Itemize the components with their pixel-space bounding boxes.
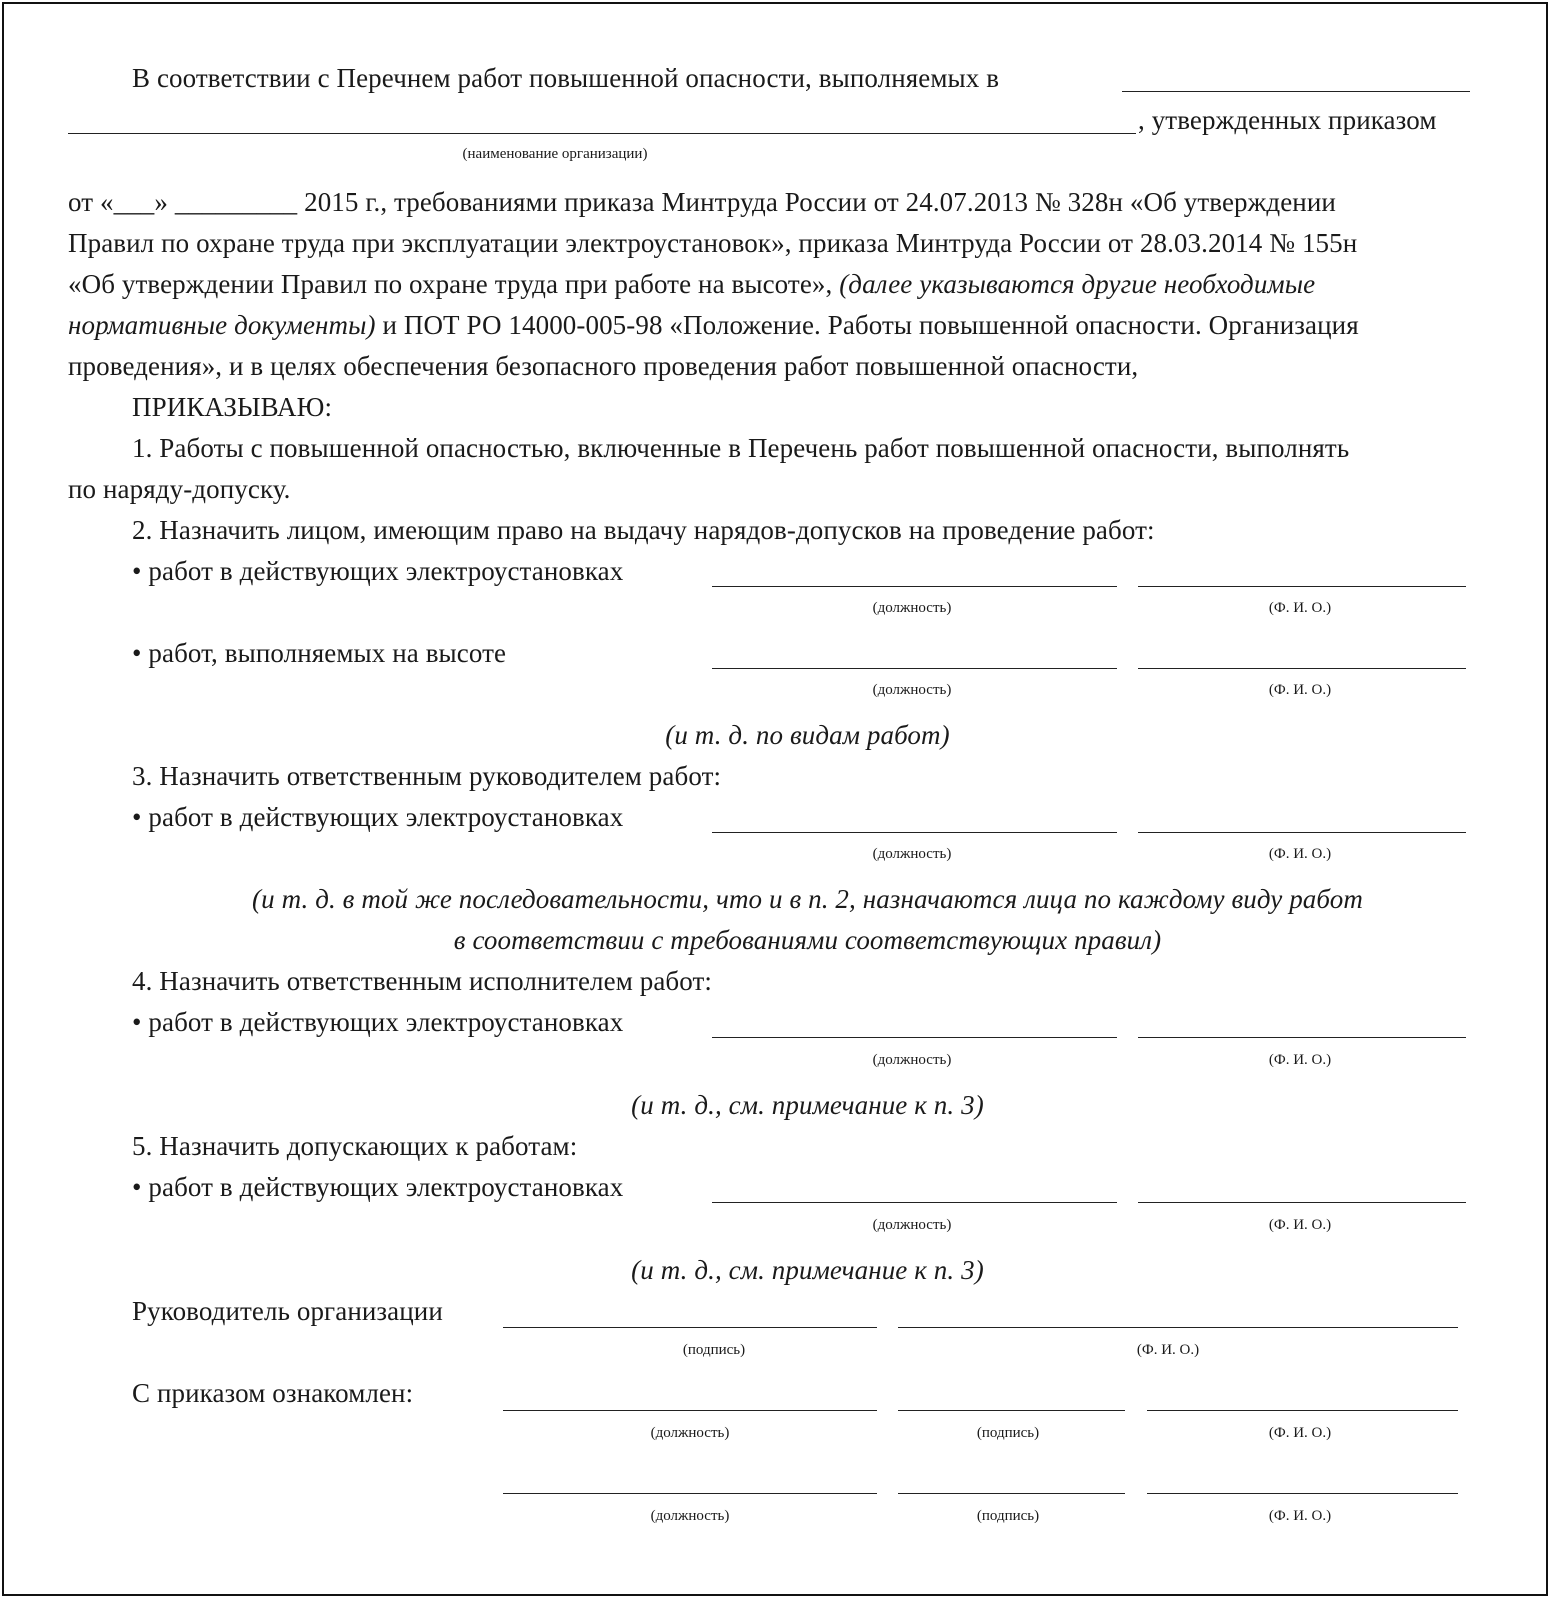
intro-paragraph-line-4-italic: нормативные документы)	[68, 310, 376, 340]
item-5-note: (и т. д., см. примечание к п. 3)	[631, 1255, 984, 1285]
item-3-title: 3. Назначить ответственным руководителем работ:	[132, 761, 722, 791]
item-2-bullet-height: • работ, выполняемых на высоте	[132, 638, 507, 668]
acquainted-2-signature-caption: (подпись)	[976, 1508, 1040, 1524]
item-5-bullet-electrical: • работ в действующих электроустановках	[132, 1172, 624, 1202]
item-5-position-caption: (должность)	[872, 1217, 952, 1233]
intro-paragraph-line-3	[68, 271, 1315, 298]
item-4-title: 4. Назначить ответственным исполнителем работ:	[132, 966, 713, 996]
acquainted-1-fio-field[interactable]	[1147, 1410, 1458, 1411]
item-3-position-field[interactable]	[712, 832, 1117, 833]
head-label: Руководитель организации	[132, 1296, 443, 1326]
order-word: ПРИКАЗЫВАЮ:	[132, 392, 333, 422]
item-4-bullet-electrical: • работ в действующих электроустановках	[132, 1007, 624, 1037]
organization-blank-1[interactable]	[1122, 91, 1470, 92]
head-signature-caption: (подпись)	[682, 1342, 746, 1358]
item-2-electrical-position-caption: (должность)	[872, 600, 952, 616]
item-5-title: 5. Назначить допускающих к работам:	[132, 1131, 578, 1161]
item-4-fio-caption: (Ф. И. О.)	[1268, 1052, 1332, 1068]
intro-paragraph-line-5: проведения», и в целях обеспечения безопасного проведения работ повышенной опасности,	[68, 351, 1139, 381]
acquainted-2-fio-field[interactable]	[1147, 1493, 1458, 1494]
item-4-position-caption: (должность)	[872, 1052, 952, 1068]
intro-paragraph-line-3-text: «Об утверждении Правил по охране труда при работе на высоте»,	[68, 269, 840, 299]
acquainted-1-position-caption: (должность)	[650, 1425, 730, 1441]
intro-paragraph-line-2: Правил по охране труда при эксплуатации электроустановок», приказа Минтруда России от 28.03.2014 № 155н	[68, 228, 1358, 258]
intro-paragraph-line-1: от «___» _________ 2015 г., требованиями приказа Минтруда России от 24.07.2013 № 328н «Об утверждении	[68, 187, 1336, 217]
item-1-line-2: по наряду-допуску.	[68, 474, 291, 504]
intro-paragraph-line-4-text: и ПОТ РО 14000-005-98 «Положение. Работы повышенной опасности. Организация	[375, 310, 1359, 340]
head-fio-caption: (Ф. И. О.)	[1136, 1342, 1200, 1358]
item-2-note: (и т. д. по видам работ)	[665, 720, 950, 750]
item-1-line-1: 1. Работы с повышенной опасностью, включенные в Перечень работ повышенной опасности, выполнять	[132, 433, 1350, 463]
item-3-note-line-1: (и т. д. в той же последовательности, что и в п. 2, назначаются лица по каждому виду работ	[252, 884, 1363, 914]
item-4-position-field[interactable]	[712, 1037, 1117, 1038]
head-fio-field[interactable]	[898, 1327, 1458, 1328]
acquainted-1-signature-field[interactable]	[898, 1410, 1125, 1411]
item-2-title: 2. Назначить лицом, имеющим право на выдачу нарядов-допусков на проведение работ:	[132, 515, 1155, 545]
intro-paragraph-line-4	[68, 312, 1359, 339]
item-3-fio-field[interactable]	[1138, 832, 1466, 833]
intro-paragraph-line-3-italic: (далее указываются другие необходимые	[839, 269, 1316, 299]
item-5-position-field[interactable]	[712, 1202, 1117, 1203]
acquainted-2-signature-field[interactable]	[898, 1493, 1125, 1494]
acquainted-1-signature-caption: (подпись)	[976, 1425, 1040, 1441]
item-2-height-position-caption: (должность)	[872, 682, 952, 698]
item-2-height-position-field[interactable]	[712, 668, 1117, 669]
acquainted-2-fio-caption: (Ф. И. О.)	[1268, 1508, 1332, 1524]
item-2-bullet-electrical: • работ в действующих электроустановках	[132, 556, 624, 586]
item-2-height-fio-caption: (Ф. И. О.)	[1268, 682, 1332, 698]
acquainted-1-fio-caption: (Ф. И. О.)	[1268, 1425, 1332, 1441]
item-5-fio-field[interactable]	[1138, 1202, 1466, 1203]
item-4-fio-field[interactable]	[1138, 1037, 1466, 1038]
item-4-note: (и т. д., см. примечание к п. 3)	[631, 1090, 984, 1120]
head-signature-field[interactable]	[503, 1327, 877, 1328]
item-3-position-caption: (должность)	[872, 846, 952, 862]
item-5-fio-caption: (Ф. И. О.)	[1268, 1217, 1332, 1233]
item-2-electrical-fio-caption: (Ф. И. О.)	[1268, 600, 1332, 616]
item-3-bullet-electrical: • работ в действующих электроустановках	[132, 802, 624, 832]
organization-caption: (наименование организации)	[462, 146, 648, 162]
acquainted-2-position-caption: (должность)	[650, 1508, 730, 1524]
item-3-fio-caption: (Ф. И. О.)	[1268, 846, 1332, 862]
item-2-height-fio-field[interactable]	[1138, 668, 1466, 669]
item-3-note-line-2: в соответствии с требованиями соответствующих правил)	[453, 925, 1162, 955]
organization-blank-2[interactable]	[68, 133, 1136, 134]
item-2-electrical-fio-field[interactable]	[1138, 586, 1466, 587]
acquainted-1-position-field[interactable]	[503, 1410, 877, 1411]
acquainted-2-position-field[interactable]	[503, 1493, 877, 1494]
item-2-electrical-position-field[interactable]	[712, 586, 1117, 587]
acquainted-label: С приказом ознакомлен:	[132, 1378, 414, 1408]
intro-line-2-end: , утвержденных приказом	[1138, 105, 1437, 135]
intro-line-1: В соответствии с Перечнем работ повышенной опасности, выполняемых в	[132, 63, 1000, 93]
